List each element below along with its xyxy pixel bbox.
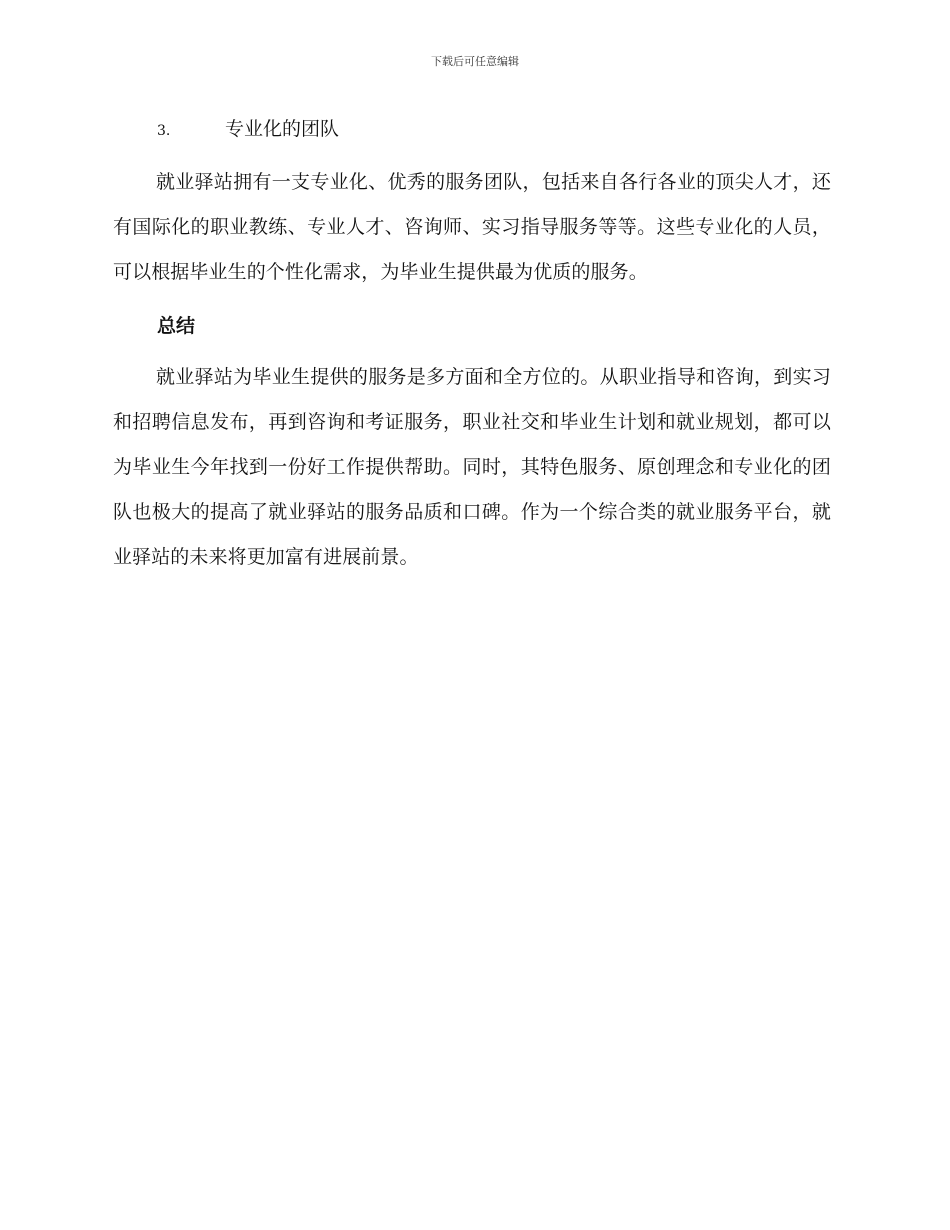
summary-heading: 总结 (157, 315, 196, 337)
document-body (113, 112, 831, 580)
summary-paragraph: 就业驿站为毕业生提供的服务是多方面和全方位的。从职业指导和咨询，到实习和招聘信息发布，再到咨询和考证服务，职业社交和毕业生计划和就业规划，都可以为毕业生今年找到一份好工作提供帮助。同时，其特色服务、原创理念和专业化的团队也极大的提高了就业驿站的服务品质和口碑。作为一个综合类的就业服务平台，就业驿站的未来将更加富有进展前景。 (113, 366, 831, 568)
page-header-note: 下载后可任意编辑 (431, 55, 519, 68)
section-paragraph: 就业驿站拥有一支专业化、优秀的服务团队，包括来自各行各业的顶尖人才，还有国际化的职业教练、专业人才、咨询师、实习指导服务等等。这些专业化的人员，可以根据毕业生的个性化需求，为毕业生提供最为优质的服务。 (113, 171, 831, 283)
section-number: 3. (157, 123, 171, 139)
section-heading (113, 112, 831, 148)
section-title: 专业化的团队 (225, 118, 340, 140)
